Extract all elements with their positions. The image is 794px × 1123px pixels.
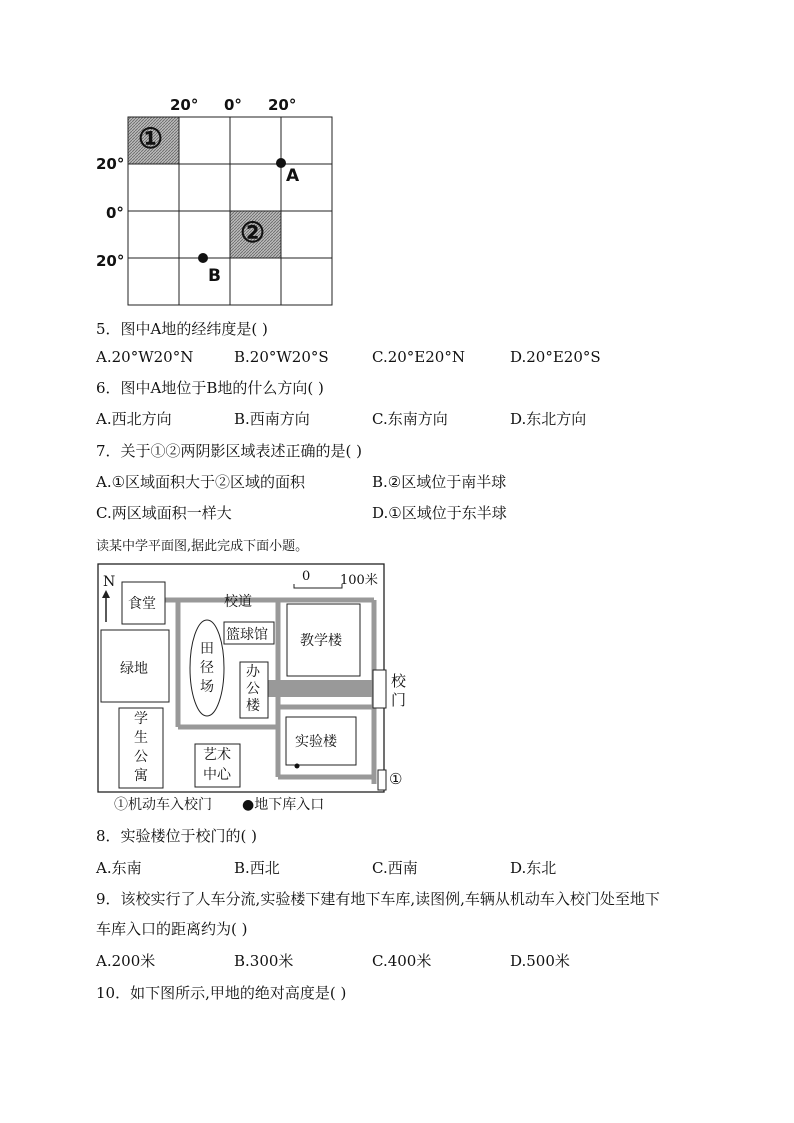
point-a-dot [276, 158, 286, 168]
left-label-1: 20° [96, 155, 125, 173]
dorm-label: 学生公寓 [134, 711, 148, 784]
canteen-label: 食堂 [128, 596, 156, 612]
art-label: 艺术中心 [203, 747, 231, 783]
scale-zero: 0 [302, 569, 311, 584]
track-label: 田径场 [200, 641, 214, 695]
teaching-label: 教学楼 [300, 633, 342, 649]
top-label-1: 20° [170, 96, 199, 114]
region1-label: ① [138, 122, 164, 155]
gate-label: 校门 [391, 672, 407, 709]
q9-option-b[interactable]: B.300米 [234, 952, 294, 970]
point-a-label: A [286, 166, 300, 186]
q7-option-b[interactable]: B.②区域位于南半球 [372, 473, 507, 491]
underground-entrance-dot [295, 764, 300, 769]
question-7: 7．关于①②两阴影区域表述正确的是( ) [96, 442, 363, 460]
question-9-line2: 车库入口的距离约为( ) [96, 920, 248, 938]
lab-label: 实验楼 [295, 734, 337, 750]
gym-label: 篮球馆 [226, 627, 268, 643]
legend-underground-entrance: ●地下库入口 [242, 797, 325, 813]
q7-option-c[interactable]: C.两区域面积一样大 [96, 504, 232, 522]
region2-label: ② [240, 216, 266, 249]
q8-option-d[interactable]: D.东北 [510, 859, 557, 877]
q8-option-c[interactable]: C.西南 [372, 859, 418, 877]
north-label: N [103, 574, 116, 590]
question-9-line1: 9．该校实行了人车分流,实验楼下建有地下车库,读图例,车辆从机动车入校门处至地下 [96, 890, 660, 908]
grid-map [90, 92, 350, 312]
left-label-2: 0° [106, 204, 124, 222]
q5-option-c[interactable]: C.20°E20°N [372, 348, 465, 366]
scale-end: 100米 [340, 573, 378, 588]
campus-road-label: 校道 [224, 594, 252, 610]
q9-option-d[interactable]: D.500米 [510, 952, 570, 970]
vehicle-gate-label: ① [389, 770, 403, 788]
q7-option-d[interactable]: D.①区域位于东半球 [372, 504, 507, 522]
left-label-3: 20° [96, 252, 125, 270]
q6-option-b[interactable]: B.西南方向 [234, 410, 310, 428]
top-label-3: 20° [268, 96, 297, 114]
top-label-2: 0° [224, 96, 242, 114]
q5-option-d[interactable]: D.20°E20°S [510, 348, 601, 366]
q8-option-b[interactable]: B.西北 [234, 859, 280, 877]
office-label: 办公楼 [246, 664, 260, 714]
question-8: 8．实验楼位于校门的( ) [96, 827, 258, 845]
legend-vehicle-gate: ①机动车入校门 [114, 797, 212, 813]
q8-option-a[interactable]: A.东南 [96, 859, 142, 877]
point-b-label: B [208, 266, 221, 286]
point-b-dot [198, 253, 208, 263]
gate-box [373, 670, 386, 708]
q6-option-d[interactable]: D.东北方向 [510, 410, 587, 428]
question-6: 6．图中A地位于B地的什么方向( ) [96, 379, 324, 397]
school-map [96, 562, 407, 822]
question-10: 10．如下图所示,甲地的绝对高度是( ) [96, 984, 347, 1002]
q9-option-a[interactable]: A.200米 [96, 952, 156, 970]
q7-option-a[interactable]: A.①区域面积大于②区域的面积 [96, 473, 306, 491]
q9-option-c[interactable]: C.400米 [372, 952, 432, 970]
vehicle-gate-box [378, 770, 386, 790]
main-road [268, 680, 372, 697]
q5-option-a[interactable]: A.20°W20°N [96, 348, 194, 366]
question-5: 5．图中A地的经纬度是( ) [96, 320, 268, 338]
q5-option-b[interactable]: B.20°W20°S [234, 348, 329, 366]
q6-option-a[interactable]: A.西北方向 [96, 410, 172, 428]
q6-option-c[interactable]: C.东南方向 [372, 410, 448, 428]
green-label: 绿地 [120, 661, 148, 677]
intro-text: 读某中学平面图,据此完成下面小题。 [96, 539, 309, 554]
